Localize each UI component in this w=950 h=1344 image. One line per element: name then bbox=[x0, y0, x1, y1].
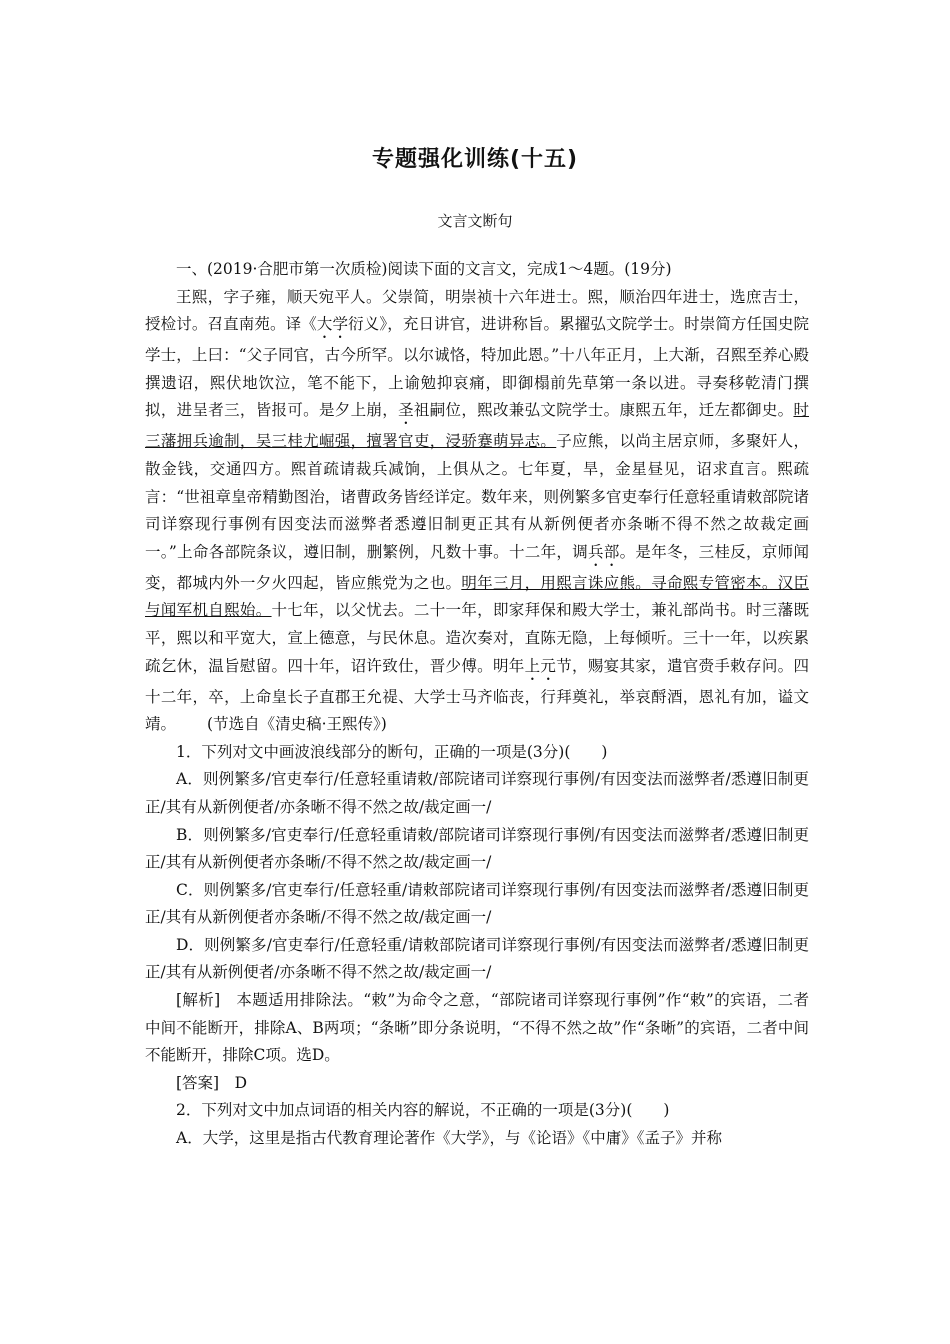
analysis-tag: [解析] bbox=[176, 991, 221, 1010]
passage-text: 。是年冬，三桂反，京师闻变，都城内外一夕火四起，皆应熊党为之也。 bbox=[145, 542, 809, 592]
question-1-option-c: C．则例繁多/官吏奉行/任意轻重/请敕部院诸司详察现行事例/有因变法而滋弊者/悉遵旧制更正/其有从新例便者亦条晰/不得不然之故/裁定画一/ bbox=[145, 880, 809, 927]
page-subtitle: 文言文断句 bbox=[437, 212, 513, 230]
dotted-word-bingbu: 兵部 bbox=[588, 542, 620, 561]
passage-text: 节，赐宴其家，遣官赍手敕存问。四十二年，卒，上命皇长子直郡王允禔、大学士马齐临丧，行拜奠礼，举哀酹酒，恩礼有加，谥文靖。 bbox=[145, 656, 809, 734]
passage-text: 祖嗣位，熙改兼弘文院学士。康熙五年，迁左都御史。 bbox=[413, 401, 794, 420]
passage-text: 子应熊，以尚主居京师，多聚奸人，散金钱，交通四方。熙首疏请裁兵减饷，上俱从之。七年夏，旱，金星昼见，诏求直言。熙疏言：“世祖章皇帝精勤图治，诸曹政务皆经详定。数年来，则例繁多官吏奉行任意轻重请敕部院诸司详察现行事例有因变法而滋弊者悉遵旧制更正其有从新例便者亦条晰不得不然之故裁定画一。”上命各部院条议，遵旧制，删繁例，凡数十事。十二年，调 bbox=[145, 432, 809, 561]
dotted-word-shangyuan: 上元 bbox=[524, 656, 557, 675]
passage-paragraph bbox=[145, 284, 809, 739]
question-1-stem: 1．下列对文中画波浪线部分的断句，正确的一项是(3分)( ) bbox=[176, 742, 608, 761]
question-1-answer bbox=[145, 1070, 809, 1098]
page-title: 专题强化训练(十五) bbox=[371, 147, 579, 172]
dotted-word-daxue: 大学 bbox=[316, 315, 349, 334]
passage-text: 十七年，以父忧去。二十一年，即家拜保和殿大学士，兼礼部尚书。时三藩既平，熙以和平宽大，宣上德意，与民休息。造次奏对，直陈无隐，上每倾听。三十一年，以疾累疏乞休，温旨慰留。四十年，诏许致仕，晋少傅。明年 bbox=[145, 601, 809, 675]
question-1-option-b: B．则例繁多/官吏奉行/任意轻重请敕/部院诸司详察现行事例/有因变法而滋弊者/悉遵旧制更正/其有从新例便者亦条晰/不得不然之故/裁定画一/ bbox=[145, 825, 809, 872]
underlined-sentence-2: 明年三月，用熙言诛应熊。寻命熙专管密本。汉臣与闻军机自熙始。 bbox=[145, 573, 809, 620]
section-heading: 一、(2019·合肥市第一次质检)阅读下面的文言文，完成1～4题。(19分) bbox=[176, 260, 672, 278]
answer-tag: [答案] bbox=[176, 1073, 220, 1092]
question-1-option-a: A．则例繁多/官吏奉行/任意轻重请敕/部院诸司详察现行事例/有因变法而滋弊者/悉遵旧制更正/其有从新例便者/亦条晰不得不然之故/裁定画一/ bbox=[145, 770, 809, 816]
question-2-option-a: A．大学，这里是指古代教育理论著作《大学》，与《论语》《中庸》《孟子》并称 bbox=[176, 1129, 722, 1148]
question-1-option-d: D．则例繁多/官吏奉行/任意轻重/请敕部院诸司详察现行事例/有因变法而滋弊者/悉遵旧制更正/其有从新例便者/亦条晰不得不然之故/裁定画一/ bbox=[145, 935, 809, 982]
underlined-sentence-1: 时三藩拥兵逾制，吴三桂尤崛强，擅署官吏，浸骄蹇萌异志。 bbox=[145, 401, 809, 451]
document-body bbox=[145, 256, 809, 1153]
passage-text: 王熙，字子雍，顺天宛平人。父崇简，明崇祯十六年进士。熙，顺治四年进士，选庶吉士，授检讨。召直南苑。译《 bbox=[145, 287, 809, 334]
passage-source: (节选自《清史稿·王熙传》) bbox=[207, 715, 387, 734]
question-2-stem: 2．下列对文中加点词语的相关内容的解说，不正确的一项是(3分)( ) bbox=[176, 1101, 670, 1120]
analysis-text: 本题适用排除法。“敕”为命令之意，“部院诸司详察现行事例”作“敕”的宾语，二者中间不能断开，排除A、B两项；“条晰”即分条说明，“不得不然之故”作“条晰”的宾语，二者中间不能断开，排除C项。选D。 bbox=[145, 991, 809, 1065]
answer-text: D bbox=[219, 1073, 248, 1092]
dotted-word-sheng: 圣 bbox=[398, 401, 414, 420]
passage-text: 衍义》，充日讲官，进讲称旨。累擢弘文院学士。时崇简方任国史院学士，上曰：“父子同官，古今所罕。以尔诚恪，特加此恩。”十八年正月，上大渐，召熙至养心殿撰遗诏，熙伏地饮泣，笔不能下，上谕勉抑哀痛，即御榻前先草第一条以进。寻奏移乾清门撰拟，进呈者三，皆报可。是夕上崩， bbox=[145, 315, 809, 420]
question-1-analysis bbox=[145, 987, 809, 1070]
